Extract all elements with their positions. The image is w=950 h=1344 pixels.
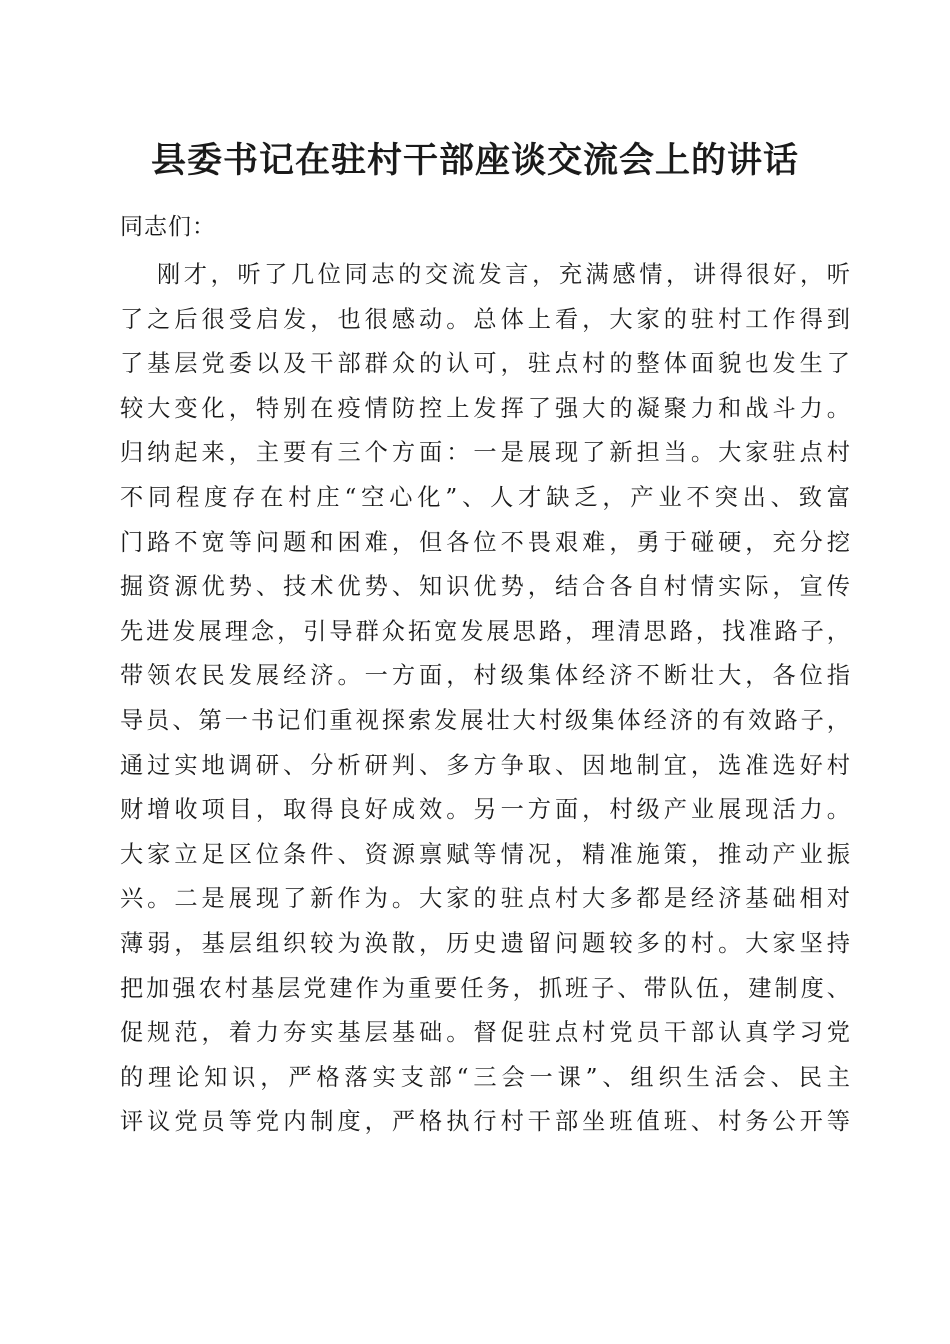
paragraph-line: 较大变化，特别在疫情防控上发挥了强大的凝聚力和战斗力。 xyxy=(120,394,850,422)
paragraph-line: 不同程度存在村庄“空心化”、人才缺乏，产业不突出、致富 xyxy=(120,483,850,511)
paragraph-line: 带领农民发展经济。一方面，村级集体经济不断壮大，各位指 xyxy=(120,662,850,690)
document-title: 县委书记在驻村干部座谈交流会上的讲话 xyxy=(150,140,799,181)
paragraph-line: 的理论知识，严格落实支部“三会一课”、组织生活会、民主 xyxy=(120,1063,850,1091)
paragraph-line: 通过实地调研、分析研判、多方争取、因地制宜，选准选好村 xyxy=(120,751,850,779)
body-paragraph xyxy=(120,253,850,1145)
paragraph-line: 了之后很受启发，也很感动。总体上看，大家的驻村工作得到 xyxy=(120,305,850,333)
paragraph-line: 了基层党委以及干部群众的认可，驻点村的整体面貌也发生了 xyxy=(120,350,850,378)
paragraph-line: 导员、第一书记们重视探索发展壮大村级集体经济的有效路子， xyxy=(120,706,850,734)
paragraph-line: 刚才，听了几位同志的交流发言，充满感情，讲得很好，听 xyxy=(157,261,850,288)
paragraph-line: 归纳起来，主要有三个方面：一是展现了新担当。大家驻点村 xyxy=(120,439,850,467)
paragraph-line: 评议党员等党内制度，严格执行村干部坐班值班、村务公开等 xyxy=(120,1108,850,1136)
paragraph-line: 大家立足区位条件、资源禀赋等情况，精准施策，推动产业振 xyxy=(120,840,850,868)
paragraph-line: 财增收项目，取得良好成效。另一方面，村级产业展现活力。 xyxy=(120,796,850,824)
paragraph-line: 兴。二是展现了新作为。大家的驻点村大多都是经济基础相对 xyxy=(120,885,850,913)
paragraph-line: 门路不宽等问题和困难，但各位不畏艰难，勇于碰硬，充分挖 xyxy=(120,528,850,556)
paragraph-line: 把加强农村基层党建作为重要任务，抓班子、带队伍，建制度、 xyxy=(120,974,850,1002)
salutation: 同志们： xyxy=(120,214,216,240)
paragraph-line: 薄弱，基层组织较为涣散，历史遗留问题较多的村。大家坚持 xyxy=(120,929,850,957)
paragraph-line: 促规范，着力夯实基层基础。督促驻点村党员干部认真学习党 xyxy=(120,1019,850,1047)
paragraph-line: 先进发展理念，引导群众拓宽发展思路，理清思路，找准路子， xyxy=(120,617,850,645)
paragraph-line: 掘资源优势、技术优势、知识优势，结合各自村情实际，宣传 xyxy=(120,573,850,601)
